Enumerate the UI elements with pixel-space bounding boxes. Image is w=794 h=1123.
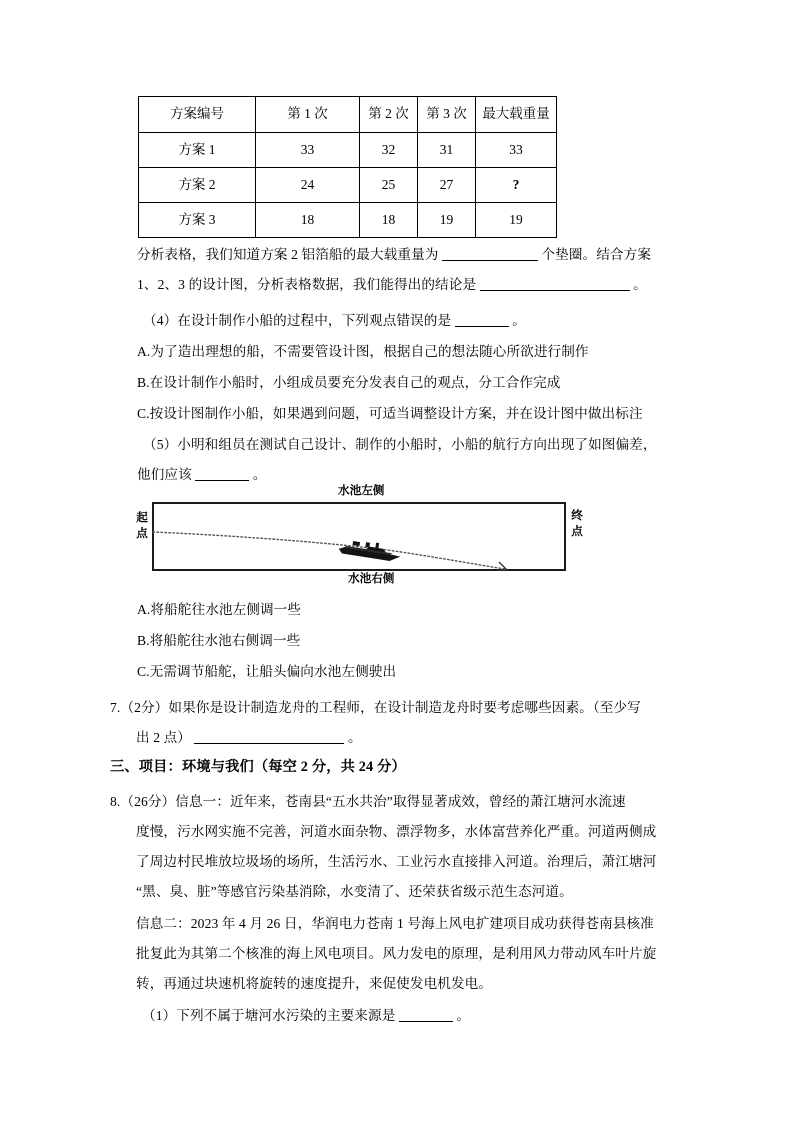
analysis-line-1 (137, 240, 651, 270)
cell-max-load: 33 (476, 133, 557, 168)
cell-max-load: 19 (476, 203, 557, 238)
question-7-line-1: 7.（2分）如果你是设计制造龙舟的工程师，在设计制造龙舟时要考虑哪些因素。（至少写 (110, 700, 641, 715)
label-end-point-line2: 点 (571, 525, 583, 538)
pool-rectangle (153, 503, 565, 570)
row-label: 方案 2 (139, 168, 256, 203)
answer-blank[interactable] (194, 743, 344, 744)
question-8-line-3: 了周边村民堆放垃圾场的场所，生活污水、工业污水直接排入河道。治理后，萧江塘河 (136, 854, 657, 869)
table-header-row (139, 97, 557, 133)
q5-option-c[interactable]: C.无需调节船舵，让船头偏向水池左侧驶出 (137, 664, 397, 679)
table-row (139, 168, 557, 203)
cell-max-load-unknown: ? (476, 168, 557, 203)
label-pool-left-side: 水池左侧 (338, 484, 385, 497)
label-start-point-line1: 起 (136, 511, 148, 524)
cell-trial-2: 18 (360, 203, 418, 238)
table-header-cell: 第 3 次 (418, 97, 476, 133)
row-label: 方案 3 (139, 203, 256, 238)
cell-trial-2: 25 (360, 168, 418, 203)
label-start-point-line2: 点 (136, 527, 148, 540)
question-8-info2-line-2: 批复此为其第二个核准的海上风电项目。风力发电的原理，是利用风力带动风车叶片旋 (136, 946, 657, 961)
cell-trial-2: 32 (360, 133, 418, 168)
answer-blank[interactable] (195, 480, 249, 481)
cell-trial-3: 19 (418, 203, 476, 238)
cell-trial-3: 27 (418, 168, 476, 203)
pool-navigation-diagram (133, 482, 593, 587)
table-header-cell: 第 2 次 (360, 97, 418, 133)
path-arrowhead-icon (497, 562, 507, 570)
table-header-cell: 第 1 次 (256, 97, 360, 133)
question-8-sub-1 (142, 1001, 470, 1031)
answer-blank[interactable] (442, 260, 538, 261)
answer-blank[interactable] (480, 290, 630, 291)
q5-option-b[interactable]: B.将船舵往水池右侧调一些 (137, 633, 301, 648)
analysis-text-c: 1、2、3 的设计图，分析表格数据，我们能得出的结论是 (137, 277, 477, 292)
table-header-cell: 方案编号 (139, 97, 256, 133)
question-8-info2-line-3: 转，再通过块速机将旋转的速度提升，来促使发电机发电。 (136, 976, 493, 991)
q4-option-c[interactable]: C.按设计图制作小船，如果遇到问题，可适当调整设计方案，并在设计图中做出标注 (137, 406, 643, 421)
question-8-info2-line-1: 信息二：2023 年 4 月 26 日，华润电力苍南 1 号海上风电扩建项目成功获得苍南县核准 (136, 916, 654, 931)
q4-option-b[interactable]: B.在设计制作小船时，小组成员要充分发表自己的观点，分工合作完成 (137, 375, 561, 390)
cell-trial-1: 33 (256, 133, 360, 168)
boat-icon (338, 537, 402, 563)
q8-sub1-text: （1）下列不属于塘河水污染的主要来源是 (142, 1008, 396, 1023)
boat-test-table (138, 96, 556, 238)
analysis-line-2 (137, 270, 647, 300)
label-end-point-line1: 终 (571, 509, 583, 522)
question-8-line-2: 度慢，污水网实施不完善，河道水面杂物、漂浮物多，水体富营养化严重。河道两侧成 (136, 824, 657, 839)
question-7-line-2 (136, 723, 362, 753)
question-8-line-1: 8.（26分）信息一：近年来，苍南县“五水共治”取得显著成效，曾经的萧江塘河水流速 (110, 794, 626, 809)
table-row (139, 203, 557, 238)
answer-blank[interactable] (455, 326, 509, 327)
q4-option-a[interactable]: A.为了造出理想的船，不需要管设计图，根据自己的想法随心所欲进行制作 (137, 344, 589, 359)
cell-trial-1: 18 (256, 203, 360, 238)
q5-period: 。 (252, 467, 267, 482)
label-pool-right-side: 水池右侧 (348, 572, 395, 585)
table-row (139, 133, 557, 168)
q4-text: （4）在设计制作小船的过程中，下列观点错误的是 (143, 313, 452, 328)
q5-text: 他们应该 (137, 467, 192, 482)
question-5-stem-line-1: （5）小明和组员在测试自己设计、制作的小船时，小船的航行方向出现了如图偏差， (143, 437, 657, 452)
q8-sub1-period: 。 (456, 1008, 471, 1023)
section-3-heading: 三、项目：环境与我们（每空 2 分，共 24 分） (110, 759, 406, 775)
table-header-cell: 最大载重量 (476, 97, 557, 133)
q7-period: 。 (347, 730, 362, 745)
answer-blank[interactable] (399, 1021, 453, 1022)
q4-period: 。 (512, 313, 526, 328)
analysis-period: 。 (633, 277, 647, 292)
q5-option-a[interactable]: A.将船舵往水池左侧调一些 (137, 602, 302, 617)
analysis-text-b: 个垫圈。结合方案 (541, 247, 652, 262)
cell-trial-1: 24 (256, 168, 360, 203)
boat-path-trace (153, 532, 505, 569)
question-4-stem (143, 306, 526, 336)
cell-trial-3: 31 (418, 133, 476, 168)
analysis-text-a: 分析表格，我们知道方案 2 铝箔船的最大载重量为 (137, 247, 439, 262)
q7-text: 出 2 点） (136, 730, 191, 745)
question-8-line-4: “黑、臭、脏”等感官污染基消除，水变清了、还荣获省级示范生态河道。 (136, 884, 573, 899)
row-label: 方案 1 (139, 133, 256, 168)
